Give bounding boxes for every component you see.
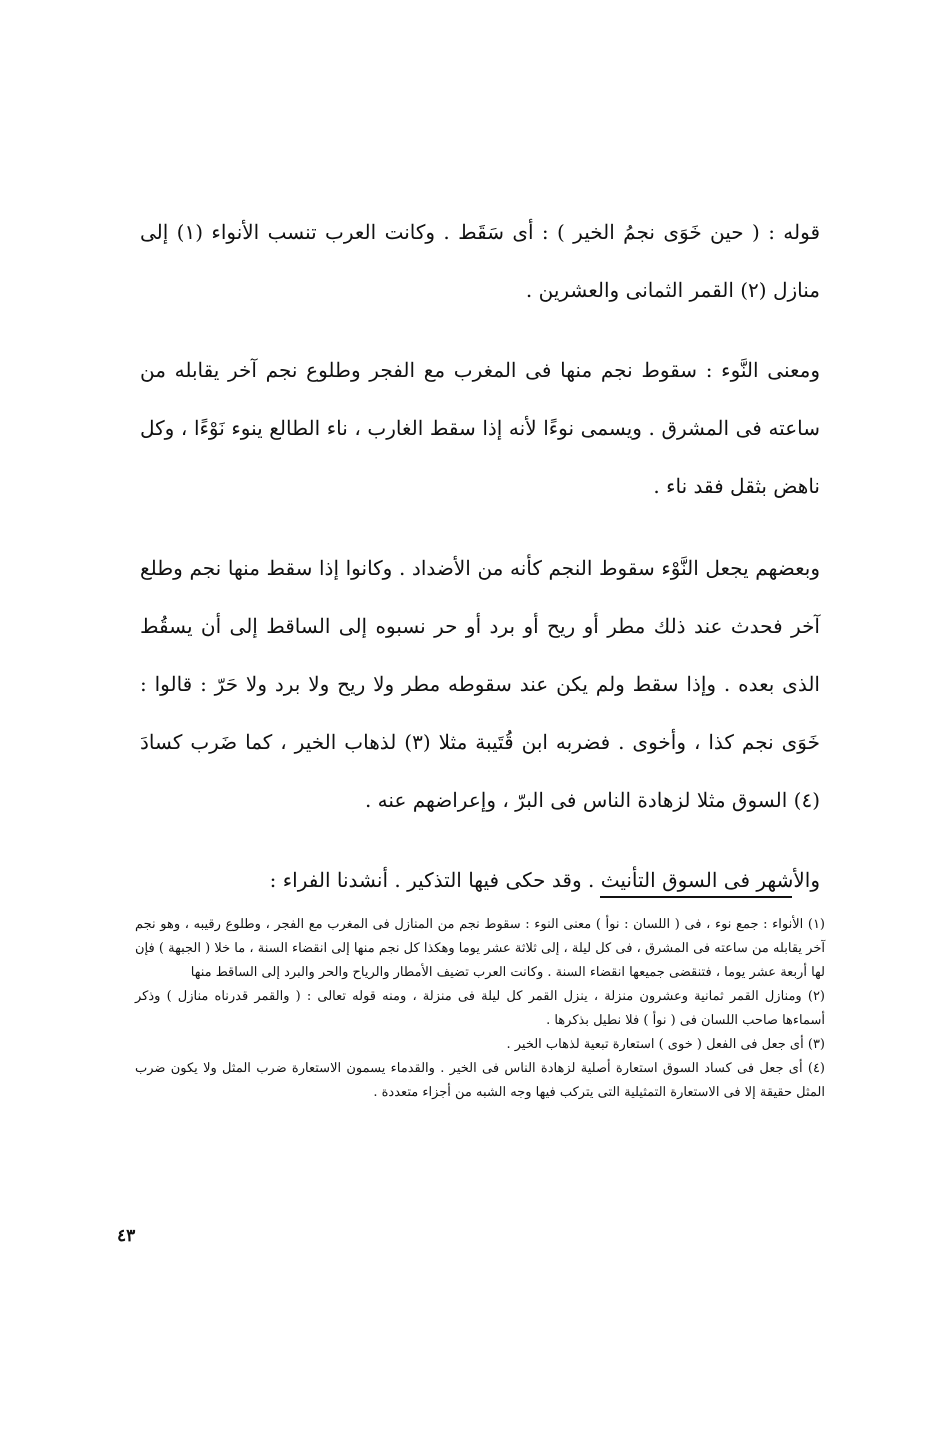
footnote: (٣) أى جعل فى الفعل ( خوى ) استعارة تبعية لذهاب الخير . xyxy=(506,1037,825,1052)
paragraph: قوله : ( حين خَوَى نجمُ الخير ) : أى سَقَط . وكانت العرب تنسب الأنواء (١) إلى منازل (٢) القمر الثمانى والعشرين . xyxy=(140,220,820,302)
page-number: ٤٣ xyxy=(117,1226,136,1246)
footnote: (٢) ومنازل القمر ثمانية وعشرون منزلة ، ينزل القمر كل ليلة فى منزلة ، ومنه قوله تعالى : ( والقمر قدرناه منازل ) وذكر أسماءها صاحب اللسان فى ( نوأ ) فلا نطيل بذكرها . xyxy=(135,989,825,1028)
paragraph: ومعنى النَّوء : سقوط نجم منها فى المغرب مع الفجر وطلوع نجم آخر يقابله من ساعته فى المشرق . ويسمى نوءًا لأنه إذا سقط الغارب ، ناء الطالع ينوء نَوْءًا ، وكل ناهض بثقل فقد ناء . xyxy=(140,358,820,498)
paragraph: وبعضهم يجعل النَّوْء سقوط النجم كأنه من الأضداد . وكانوا إذا سقط منها نجم وطلع آخر فحدث عند ذلك مطر أو ريح أو برد أو حر نسبوه إلى الساقط إلى أن يسقُط الذى بعده . وإذا سقط ولم يكن عند سقوطه مطر ولا ريح ولا برد ولا حَرّ : قالوا : خَوَى نجم كذا ، وأخوى . فضربه ابن قُتَيبة مثلا (٣) لذهاب الخير ، كما ضَرب كسادَ (٤) السوق مثلا لزهادة الناس فى البرّ ، وإعراضهم عنه . xyxy=(140,556,820,812)
paragraph: والأشهر فى السوق التأنيث . وقد حكى فيها التذكير . أنشدنا الفراء : xyxy=(269,868,820,892)
footnotes xyxy=(135,913,825,1105)
footnote: (١) الأنواء : جمع نوء ، فى ( اللسان : نوأ ) معنى النوء : سقوط نجم من المنازل فى المغرب مع الفجر ، وطلوع رقيبه ، وهو نجم آخر يقابله من ساعته فى المشرق ، فى كل ليلة ، إلى ثلاثة عشر يوما وهكذا كل نجم منها إلى انقضاء السنة ، ما خلا ( الجبهة ) فإن لها أربعة عشر يوما ، فتنقضى جميعها انقضاء السنة . وكانت العرب تضيف الأمطار والرياح والحر والبرد إلى الساقط منها xyxy=(135,917,825,980)
footnote: (٤) أى جعل فى كساد السوق استعارة أصلية لزهادة الناس فى الخير . والقدماء يسمون الاستعارة ضرب المثل ولا يكون ضرب المثل حقيقة إلا فى الاستعارة التمثيلية التى يتركب فيها وجه الشبه من أجزاء متعددة . xyxy=(135,1061,825,1100)
footnote-separator xyxy=(600,896,792,898)
main-text xyxy=(140,203,820,909)
